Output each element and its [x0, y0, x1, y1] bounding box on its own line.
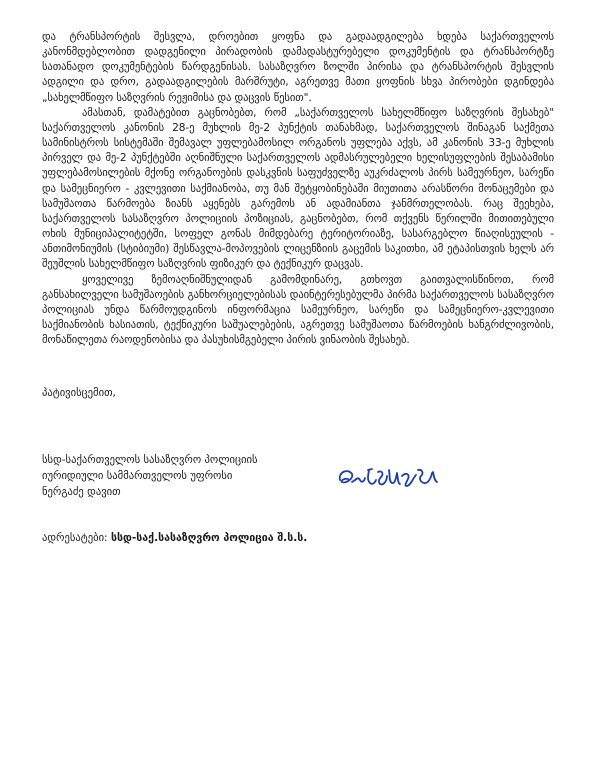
- body-paragraph-2: ამასთან, დამატებით გაცნობებთ, რომ „საქართველოს სახელმწიფო საზღვრის შესახებ" საქართველოს კანონის 28-ე მუხლის მე-2 პუნქტის თანახმად, საქართველოს შინაგან საქმეთა სამინისტროს სისტემაში შემავალ უფლებამოსილ ორგანოს უფლება აქვს, ამ კანონის 33-ე მუხლის პირველ და მე-2 პუნქტებში აღნიშნული საქართველოს ადმასრულებელი ხელისუფლების შესაბამისი უფლებამოსილების მქონე ორგანოების დასკვნის საფუძველზე აუკრძალოს პირს სამეურნეო, სარეწი და სამეცნიერო - კვლევითი საქმიანობა, თუ მან შეტყობინებაში მიუთითა არასწორი მონაცემები და სამუშაოთა წარმოება ზიანს აყენებს გარემოს ან ადამიანთა ჯანმრთელობას. რაც შეეხება, საქართველოს სასაზღვრო პოლიციის პოზიციას, გაცნობებთ, რომ თქვენს წერილში მითითებული ოხის მუნიციპალიტეტში, სოფელ გონას მიმდებარე ტერიტორიაზე, სასარგებლო წიაღისეულის - ანთიმონიუმის (სტიბიუმი) შესწავლა-მოპოვების ლიცენზიის გაცემის საკითხი, ამ ეტაპისთვის ხელს არ შეუშლის სახელმწიფო საზღვრის ფიზიკურ და ტექნიკურ დაცვას.: [42, 106, 554, 271]
- signer-block: [42, 452, 258, 500]
- signer-organization: სსდ-საქართველოს სასაზღვრო პოლიციის: [42, 454, 258, 466]
- addressee-label: ადრესატები:: [42, 532, 108, 544]
- closing-salutation: პატივისცემით,: [42, 387, 116, 399]
- letter-body: [42, 30, 554, 348]
- signer-position: იურიდიული სამმართველოს უფროსი: [42, 470, 233, 482]
- addressee-line: [42, 531, 307, 546]
- body-paragraph-3: ყოველივე ზემოაღნიშნულიდან გამომდინარე, გთხოვთ გაითვალისწინოთ, რომ განსახილველი სამუშაოების განხორციელებისას დაინტერესებულმა პირმა საქართველოს სასაზღვრო პოლიციას უნდა წარმოუდგინოს ინფორმაცია სამეურნეო, სარეწი და სამეცნიერო-კვლევითი საქმიანობის ხასიათის, ტექნიკური საშუალებების, აგრეთვე სამუშაოთა წარმოების ხანგრძლივობის, მონაწილეთა რაოდენობისა და პასუხისმგებელი პირის ვინაობის შესახებ.: [42, 273, 554, 347]
- signer-name: ნერგაძე დავით: [42, 486, 121, 498]
- handwritten-signature: [334, 458, 446, 496]
- body-paragraph-1: და ტრანსპორტის შესვლა, დროებით ყოფნა და გადაადგილება ხდება საქართველოს კანონმდებლობით დადგენილი პირადობის დამადასტურებელი დოკუმენტის და ტრანსპორტზე სათანადო დოკუმენტების წარდგენისას. სასაზღვრო ზოლში პირისა და ტრანსპორტის შესვლის ადგილი და დრო, გადაადგილების მარშრუტი, აგრეთვე მათი ყოფნის სხვა პირობები დგინდება „სახელმწიფო საზღვრის რეჟიმისა და დაცვის წესით".: [42, 31, 554, 104]
- addressee-value: სსდ-საქ.სასაზღვრო პოლიცია შ.ს.ს.: [111, 532, 308, 544]
